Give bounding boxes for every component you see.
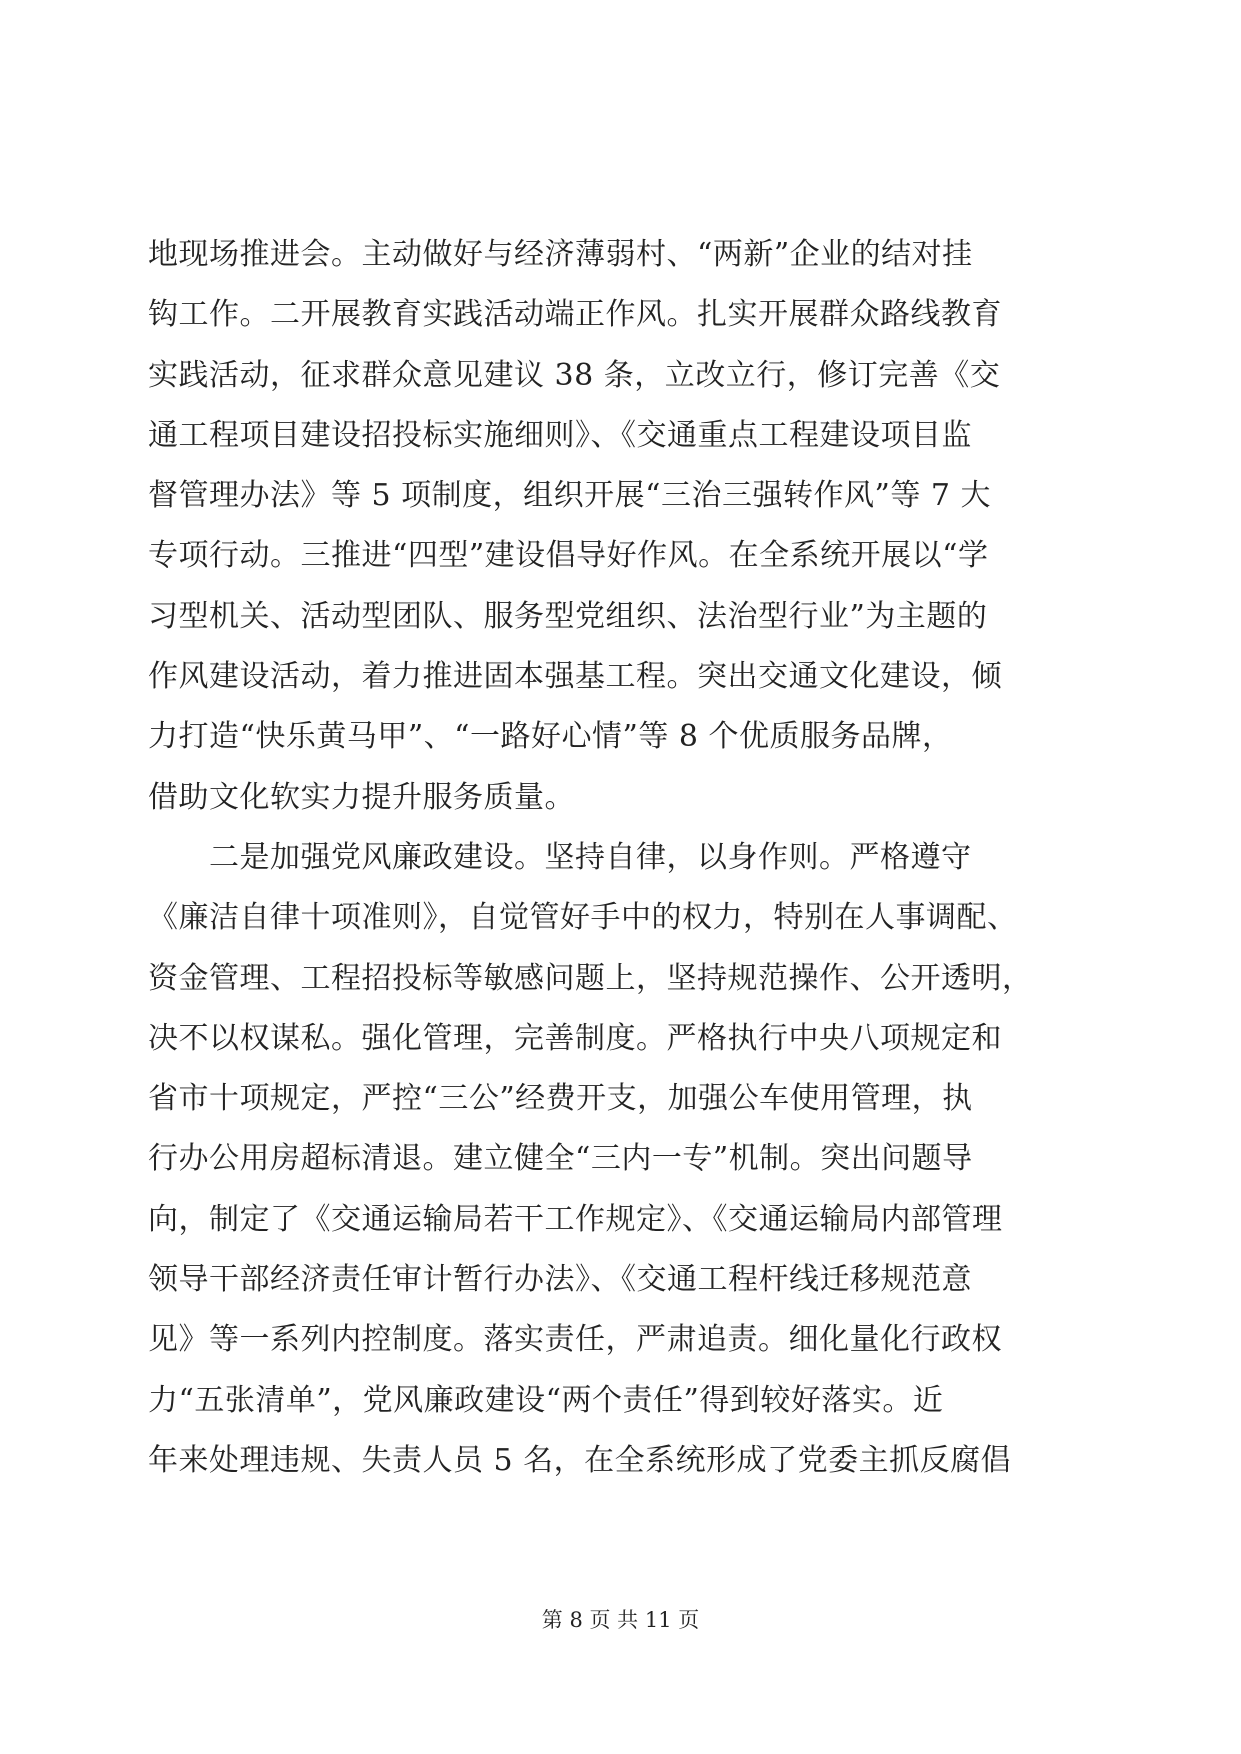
text-line: 力打造“快乐黄马甲”、“一路好心情”等 8 个优质服务品牌， xyxy=(148,719,953,755)
text-line: 专项行动。三推进“四型”建设倡导好作风。在全系统开展以“学 xyxy=(148,538,989,574)
text-line: 督管理办法》等 5 项制度，组织开展“三治三强转作风”等 7 大 xyxy=(148,478,991,514)
page-number-footer: 第 8 页 共 11 页 xyxy=(541,1608,700,1632)
text-line: 地现场推进会。主动做好与经济薄弱村、“两新”企业的结对挂 xyxy=(148,237,973,272)
text-line: 年来处理违规、失责人员 5 名，在全系统形成了党委主抓反腐倡 xyxy=(148,1442,1012,1478)
body-text xyxy=(148,225,1088,1491)
text-line: 实践活动，征求群众意见建议 38 条，立改立行，修订完善《交 xyxy=(148,357,1001,393)
text-line: 省市十项规定，严控“三公”经费开支，加强公车使用管理，执 xyxy=(148,1081,973,1117)
text-line: 钩工作。二开展教育实践活动端正作风。扎实开展群众路线教育 xyxy=(148,297,1002,333)
text-line: 决不以权谋私。强化管理，完善制度。严格执行中央八项规定和 xyxy=(148,1020,1002,1056)
text-line: 行办公用房超标清退。建立健全“三内一专”机制。突出问题导 xyxy=(148,1141,973,1177)
text-line: 资金管理、工程招投标等敏感问题上，坚持规范操作、公开透明， xyxy=(148,960,1033,996)
text-line: 二是加强党风廉政建设。坚持自律，以身作则。严格遵守 xyxy=(148,839,972,875)
text-line: 力“五张清单”，党风廉政建设“两个责任”得到较好落实。近 xyxy=(148,1382,944,1418)
text-line: 《廉洁自律十项准则》，自觉管好手中的权力，特别在人事调配、 xyxy=(148,900,1018,936)
text-line: 向，制定了《交通运输局若干工作规定》、《交通运输局内部管理 xyxy=(148,1201,1003,1237)
text-line: 领导干部经济责任审计暂行办法》、《交通工程杆线迁移规范意 xyxy=(148,1262,972,1298)
text-line: 作风建设活动，着力推进固本强基工程。突出交通文化建设，倾 xyxy=(148,659,1002,695)
text-line: 见》等一系列内控制度。落实责任，严肃追责。细化量化行政权 xyxy=(148,1322,1002,1358)
text-line: 借助文化软实力提升服务质量。 xyxy=(148,779,575,815)
text-line: 习型机关、活动型团队、服务型党组织、法治型行业”为主题的 xyxy=(148,598,988,634)
text-line: 通工程项目建设招投标实施细则》、《交通重点工程建设项目监 xyxy=(148,417,972,453)
